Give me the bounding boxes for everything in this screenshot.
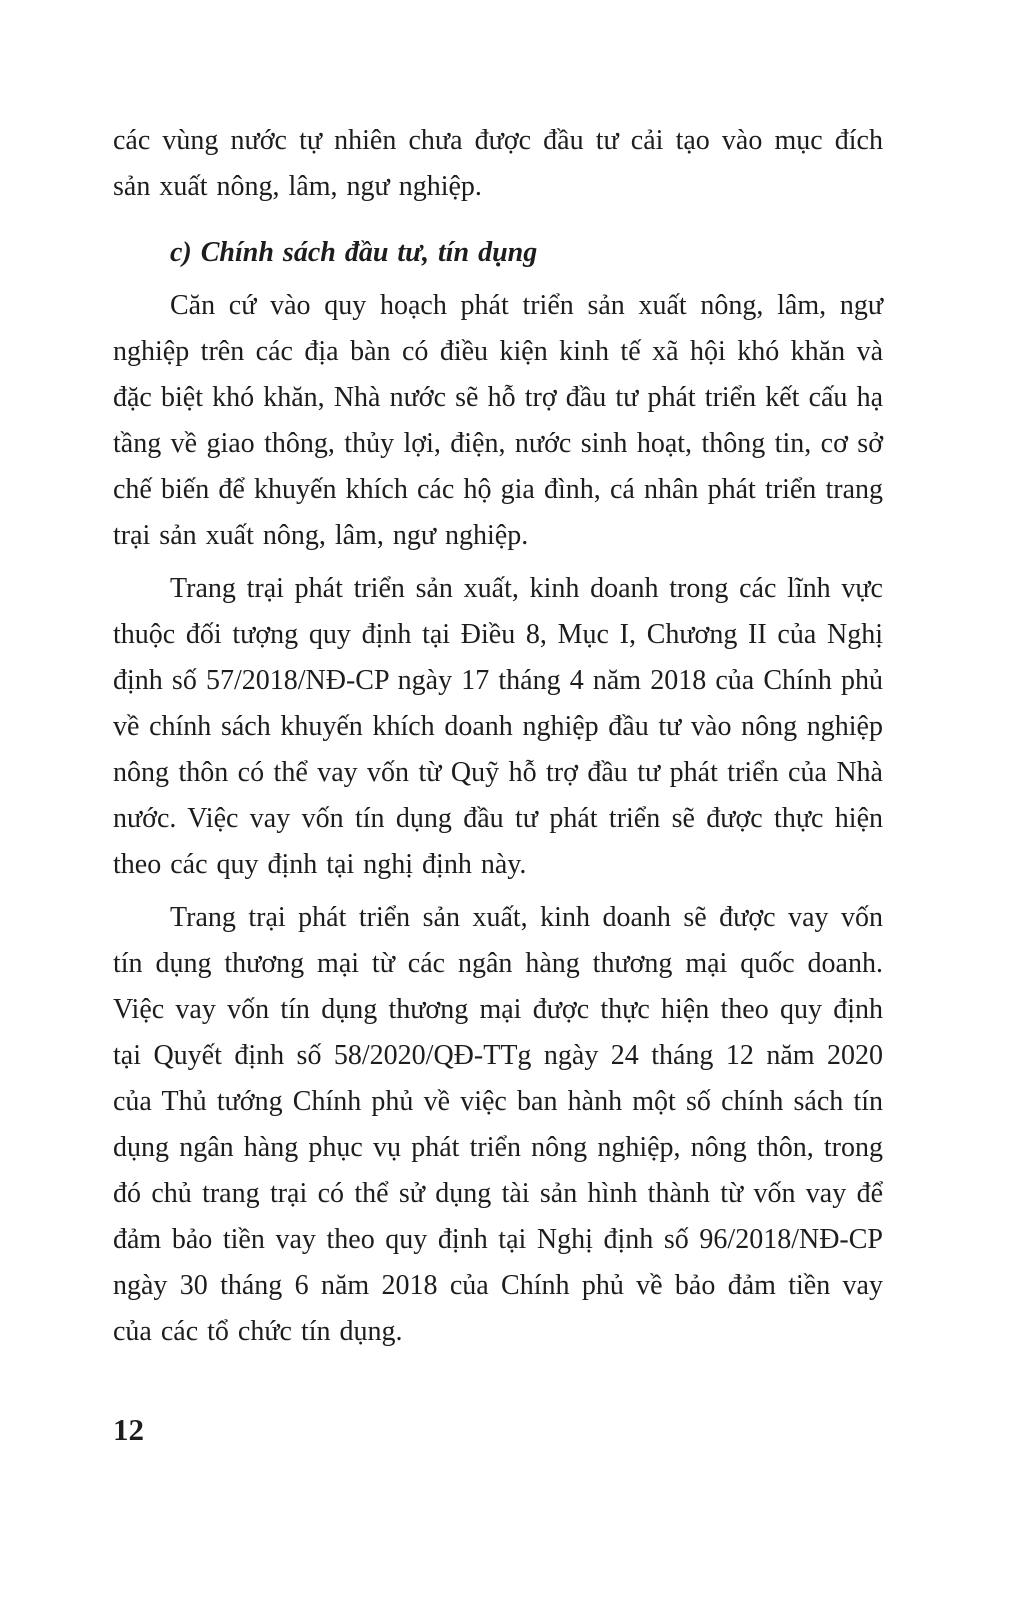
paragraph: Căn cứ vào quy hoạch phát triển sản xuất nông, lâm, ngư nghiệp trên các địa bàn có điều kiện kinh tế xã hội khó khăn và đặc biệt khó khăn, Nhà nước sẽ hỗ trợ đầu tư phát triển kết cấu hạ tầng về giao thông, thủy lợi, điện, nước sinh hoạt, thông tin, cơ sở chế biến để khuyến khích các hộ gia đình, cá nhân phát triển trang trại sản xuất nông, lâm, ngư nghiệp.	[113, 290, 883, 551]
page-content	[113, 118, 883, 1355]
paragraph: Trang trại phát triển sản xuất, kinh doanh trong các lĩnh vực thuộc đối tượng quy định tại Điều 8, Mục I, Chương II của Nghị định số 57/2018/NĐ-CP ngày 17 tháng 4 năm 2018 của Chính phủ về chính sách khuyến khích doanh nghiệp đầu tư vào nông nghiệp nông thôn có thể vay vốn từ Quỹ hỗ trợ đầu tư phát triển của Nhà nước. Việc vay vốn tín dụng đầu tư phát triển sẽ được thực hiện theo các quy định tại nghị định này.	[113, 573, 883, 880]
paragraph: Trang trại phát triển sản xuất, kinh doanh sẽ được vay vốn tín dụng thương mại từ các ngân hàng thương mại quốc doanh. Việc vay vốn tín dụng thương mại được thực hiện theo quy định tại Quyết định số 58/2020/QĐ-TTg ngày 24 tháng 12 năm 2020 của Thủ tướng Chính phủ về việc ban hành một số chính sách tín dụng ngân hàng phục vụ phát triển nông nghiệp, nông thôn, trong đó chủ trang trại có thể sử dụng tài sản hình thành từ vốn vay để đảm bảo tiền vay theo quy định tại Nghị định số 96/2018/NĐ-CP ngày 30 tháng 6 năm 2018 của Chính phủ về bảo đảm tiền vay của các tổ chức tín dụng.	[113, 902, 883, 1347]
paragraph-continuation: các vùng nước tự nhiên chưa được đầu tư cải tạo vào mục đích sản xuất nông, lâm, ngư nghiệp.	[113, 125, 883, 202]
page-number: 12	[113, 1412, 144, 1447]
section-heading: c) Chính sách đầu tư, tín dụng	[170, 237, 538, 268]
